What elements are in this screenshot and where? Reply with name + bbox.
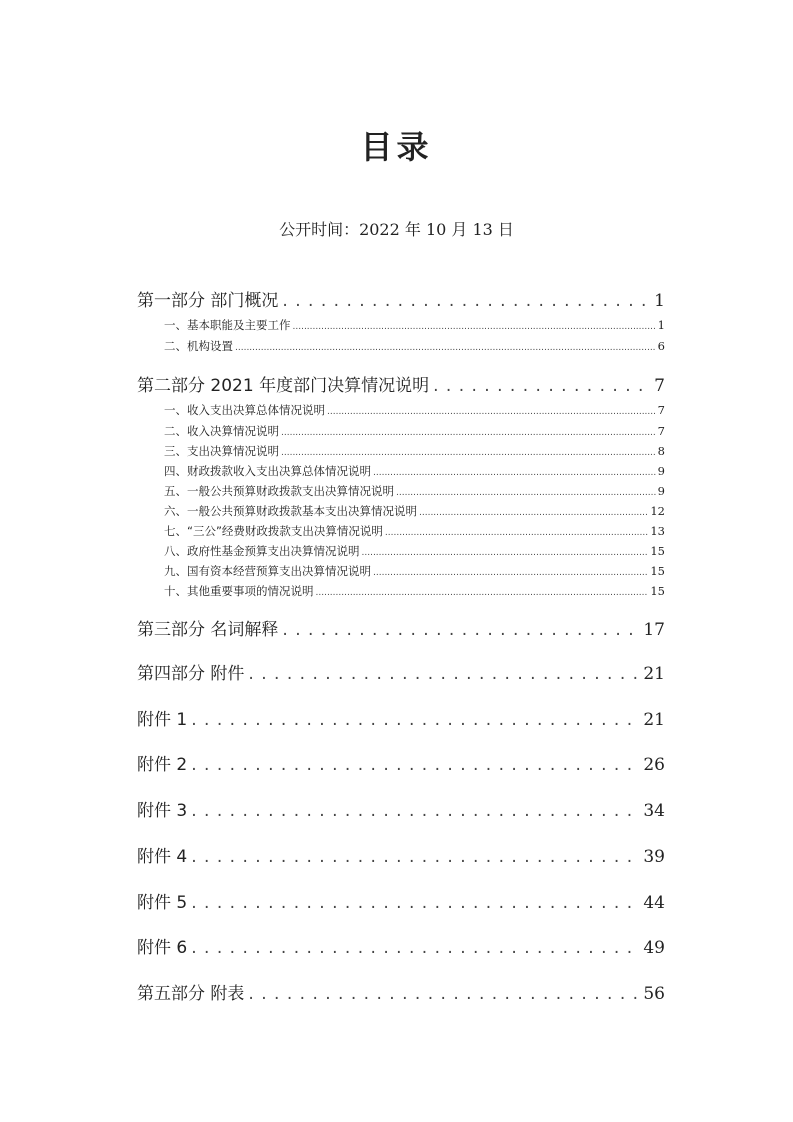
- toc-page-number: 9: [657, 484, 665, 498]
- toc-page-number: 15: [650, 564, 665, 578]
- toc-page-number: 7: [657, 424, 665, 438]
- toc-entry-2-7[interactable]: [164, 523, 665, 539]
- dot-leader: [396, 488, 656, 498]
- publish-date: 公开时间：2022 年 10 月 13 日: [279, 220, 514, 239]
- dot-leader: [433, 376, 650, 396]
- dot-leader: [191, 847, 639, 867]
- dot-leader: [327, 407, 656, 417]
- dot-leader: [293, 322, 656, 332]
- toc-entry-2-2[interactable]: [164, 423, 665, 439]
- toc-entry-2-4[interactable]: [164, 463, 665, 479]
- toc-label: 七、“三公”经费财政拨款支出决算情况说明: [164, 524, 383, 538]
- toc-entry-part-4[interactable]: [137, 659, 665, 684]
- toc-page-number: 34: [643, 801, 665, 821]
- toc-entry-part-3[interactable]: [137, 615, 665, 640]
- toc-entry-attachment-3[interactable]: [137, 796, 665, 821]
- toc-entry-2-6[interactable]: [164, 503, 665, 519]
- toc-page-number: 39: [643, 847, 665, 867]
- toc-page-number: 15: [650, 544, 665, 558]
- dot-leader: [191, 893, 639, 913]
- toc-label: 附件 4: [137, 847, 188, 867]
- toc-label: 四、财政拨款收入支出决算总体情况说明: [164, 464, 371, 478]
- toc-entry-part-5[interactable]: [137, 979, 665, 1004]
- toc-page-number: 7: [657, 403, 665, 417]
- toc-entry-2-3[interactable]: [164, 443, 665, 459]
- toc-label: 附件 1: [137, 710, 188, 730]
- toc-label: 六、一般公共预算财政拨款基本支出决算情况说明: [164, 504, 417, 518]
- dot-leader: [282, 620, 639, 640]
- dot-leader: [248, 984, 639, 1004]
- toc-page-number: 17: [643, 620, 665, 640]
- toc-entry-attachment-2[interactable]: [137, 750, 665, 775]
- dot-leader: [282, 291, 650, 311]
- toc-label: 附件 3: [137, 801, 188, 821]
- page-title: 目录: [360, 128, 433, 166]
- toc-page-number: 15: [650, 584, 665, 598]
- toc-label: 第二部分 2021 年度部门决算情况说明: [137, 376, 430, 396]
- toc-label: 十、其他重要事项的情况说明: [164, 584, 314, 598]
- toc-entry-part-1[interactable]: [137, 286, 665, 311]
- toc-page-number: 49: [643, 938, 665, 958]
- toc-label: 第五部分 附表: [137, 984, 245, 1004]
- toc-entry-attachment-4[interactable]: [137, 842, 665, 867]
- toc-page-number: 56: [643, 984, 665, 1004]
- toc-page-number: 21: [643, 664, 665, 684]
- toc-entry-attachment-1[interactable]: [137, 705, 665, 730]
- toc-label: 一、收入支出决算总体情况说明: [164, 403, 325, 417]
- dot-leader: [281, 428, 656, 438]
- toc-entry-attachment-6[interactable]: [137, 933, 665, 958]
- dot-leader: [385, 528, 648, 538]
- toc-label: 三、支出决算情况说明: [164, 444, 279, 458]
- toc-page-number: 1: [657, 318, 665, 332]
- toc-page-number: 1: [654, 291, 665, 311]
- dot-leader: [191, 710, 639, 730]
- dot-leader: [235, 343, 656, 353]
- toc-entry-2-9[interactable]: [164, 563, 665, 579]
- dot-leader: [316, 588, 649, 598]
- toc-label: 二、机构设置: [164, 339, 233, 353]
- toc-page-number: 9: [657, 464, 665, 478]
- toc-entry-attachment-5[interactable]: [137, 888, 665, 913]
- toc-entry-1-1[interactable]: [164, 317, 665, 333]
- toc-entry-2-1[interactable]: [164, 402, 665, 418]
- toc-label: 第一部分 部门概况: [137, 291, 279, 311]
- toc-label: 附件 2: [137, 755, 188, 775]
- dot-leader: [373, 568, 648, 578]
- toc-page-number: 7: [654, 376, 665, 396]
- toc-entry-2-5[interactable]: [164, 483, 665, 499]
- toc-entry-2-10[interactable]: [164, 583, 665, 599]
- toc-label: 第三部分 名词解释: [137, 620, 279, 640]
- toc-entry-2-8[interactable]: [164, 543, 665, 559]
- toc-label: 九、国有资本经营预算支出决算情况说明: [164, 564, 371, 578]
- toc-label: 附件 6: [137, 938, 188, 958]
- toc-page-number: 13: [650, 524, 665, 538]
- toc-page-number: 6: [657, 339, 665, 353]
- dot-leader: [281, 448, 656, 458]
- dot-leader: [248, 664, 639, 684]
- toc-label: 二、收入决算情况说明: [164, 424, 279, 438]
- dot-leader: [191, 755, 639, 775]
- dot-leader: [419, 508, 648, 518]
- dot-leader: [191, 938, 639, 958]
- toc-page-number: 12: [650, 504, 665, 518]
- toc-entry-part-2[interactable]: [137, 371, 665, 396]
- toc-page-number: 26: [643, 755, 665, 775]
- dot-leader: [191, 801, 639, 821]
- toc-label: 一、基本职能及主要工作: [164, 318, 291, 332]
- dot-leader: [373, 468, 656, 478]
- toc-page-number: 44: [643, 893, 665, 913]
- toc-label: 附件 5: [137, 893, 188, 913]
- dot-leader: [362, 548, 649, 558]
- toc-label: 八、政府性基金预算支出决算情况说明: [164, 544, 360, 558]
- toc-page-number: 21: [643, 710, 665, 730]
- toc-label: 第四部分 附件: [137, 664, 245, 684]
- toc-label: 五、一般公共预算财政拨款支出决算情况说明: [164, 484, 394, 498]
- toc-entry-1-2[interactable]: [164, 338, 665, 354]
- toc-page-number: 8: [657, 444, 665, 458]
